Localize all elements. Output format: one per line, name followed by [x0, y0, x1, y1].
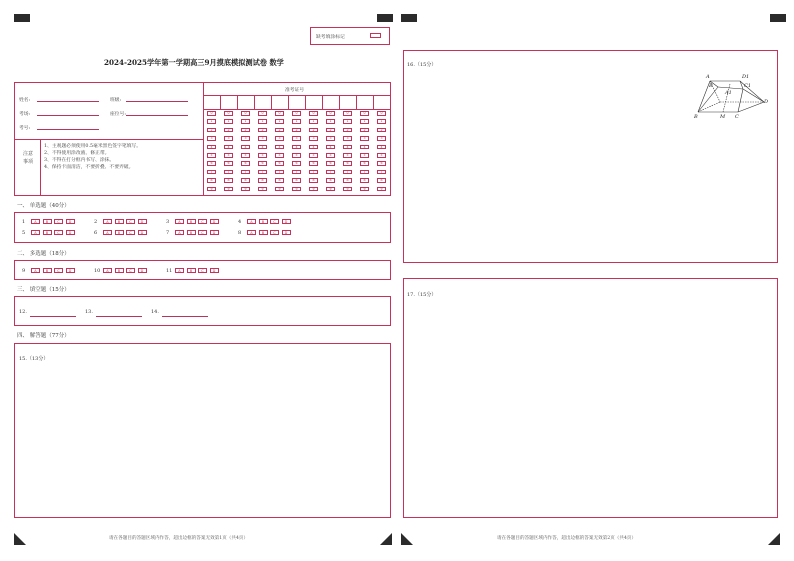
exam-id-digit-bubble[interactable]: 5 [360, 153, 369, 158]
fill-question-12: 12. [19, 309, 27, 315]
single-choice-box [14, 212, 391, 243]
info-divider-vertical [203, 82, 204, 196]
figure-label-d1: D1 [742, 74, 750, 80]
choice-option-a[interactable]: A [31, 219, 40, 224]
choice-option-d[interactable]: D [138, 230, 147, 235]
exam-id-digit-bubble[interactable]: 3 [207, 136, 216, 141]
exam-id-digit-bubble[interactable]: 9 [309, 187, 318, 192]
figure-label-b-bottom: B [694, 114, 698, 120]
notice-heading-divider [40, 139, 41, 196]
exam-id-digit-bubble[interactable]: 9 [326, 187, 335, 192]
choice-option-d[interactable]: D [282, 230, 291, 235]
class-label: 班级: [110, 98, 122, 103]
exam-no-label: 考号: [19, 126, 31, 131]
choice-option-b[interactable]: B [43, 268, 52, 273]
exam-id-digit-bubble[interactable]: 8 [309, 178, 318, 183]
exam-id-column-divider [339, 95, 340, 109]
choice-option-d[interactable]: D [210, 268, 219, 273]
footer-page-1: 请在各题目的答题区域内作答，超出边框的答案无效第1页（共4页） [109, 536, 249, 541]
exam-id-digit-bubble[interactable]: 0 [309, 111, 318, 116]
exam-id-digit-bubble[interactable]: 4 [207, 145, 216, 150]
exam-id-digit-bubble[interactable]: 4 [292, 145, 301, 150]
choice-option-a[interactable]: A [103, 230, 112, 235]
figure-label-c1: C1 [744, 83, 752, 89]
exam-id-digit-bubble[interactable]: 7 [377, 170, 386, 175]
exam-id-digit-bubble[interactable]: 9 [360, 187, 369, 192]
choice-option-d[interactable]: D [66, 230, 75, 235]
exam-id-digit-bubble[interactable]: 8 [275, 178, 284, 183]
choice-option-b[interactable]: B [115, 230, 124, 235]
exam-id-digit-bubble[interactable]: 0 [360, 111, 369, 116]
exam-id-digit-bubble[interactable]: 4 [241, 145, 250, 150]
figure-label-a1: A1 [725, 90, 732, 96]
exam-id-digit-bubble[interactable]: 6 [275, 161, 284, 166]
notice-heading: 注意事项 [23, 151, 34, 165]
exam-id-digit-bubble[interactable]: 7 [360, 170, 369, 175]
exam-id-digit-bubble[interactable]: 2 [343, 128, 352, 133]
choice-option-a[interactable]: A [175, 268, 184, 273]
choice-option-c[interactable]: C [198, 219, 207, 224]
exam-id-digit-bubble[interactable]: 1 [360, 119, 369, 124]
exam-id-digit-bubble[interactable]: 0 [326, 111, 335, 116]
exam-id-digit-bubble[interactable]: 3 [343, 136, 352, 141]
choice-option-c[interactable]: C [198, 230, 207, 235]
exam-id-digit-bubble[interactable]: 3 [275, 136, 284, 141]
exam-room-label: 考场: [19, 112, 31, 117]
exam-id-digit-bubble[interactable]: 3 [258, 136, 267, 141]
exam-id-digit-bubble[interactable]: 7 [224, 170, 233, 175]
exam-id-column-divider [288, 95, 289, 109]
choice-option-c[interactable]: C [54, 268, 63, 273]
choice-question-number: 5 [22, 229, 26, 236]
exam-id-digit-bubble[interactable]: 5 [326, 153, 335, 158]
choice-option-c[interactable]: C [54, 230, 63, 235]
exam-id-digit-bubble[interactable]: 9 [275, 187, 284, 192]
exam-id-digit-bubble[interactable]: 5 [275, 153, 284, 158]
exam-id-digit-bubble[interactable]: 3 [326, 136, 335, 141]
exam-id-digit-bubble[interactable]: 2 [309, 128, 318, 133]
name-label: 姓名: [19, 98, 31, 103]
corner-marker-top-left [14, 14, 30, 22]
exam-id-digit-bubble[interactable]: 5 [377, 153, 386, 158]
exam-id-column-divider [322, 95, 323, 109]
exam-id-digit-bubble[interactable]: 9 [377, 187, 386, 192]
footer-page-2: 请在各题目的答题区域内作答，超出边框的答案无效第2页（共4页） [497, 536, 637, 541]
exam-id-digit-bubble[interactable]: 2 [258, 128, 267, 133]
exam-id-digit-bubble[interactable]: 5 [343, 153, 352, 158]
exam-id-digit-bubble[interactable]: 8 [326, 178, 335, 183]
fill-answer-13[interactable] [96, 316, 142, 317]
exam-id-digit-bubble[interactable]: 3 [377, 136, 386, 141]
absent-mark-label: 缺考填涂标记 [316, 35, 345, 40]
exam-id-digit-bubble[interactable]: 7 [258, 170, 267, 175]
exam-id-digit-bubble[interactable]: 9 [241, 187, 250, 192]
choice-option-a[interactable]: A [103, 268, 112, 273]
exam-id-digit-bubble[interactable]: 3 [360, 136, 369, 141]
exam-id-digit-bubble[interactable]: 8 [258, 178, 267, 183]
exam-id-digit-bubble[interactable]: 0 [258, 111, 267, 116]
choice-question-number: 6 [94, 229, 98, 236]
exam-id-column-divider [220, 95, 221, 109]
choice-option-b[interactable]: B [115, 219, 124, 224]
exam-id-digit-bubble[interactable]: 1 [224, 119, 233, 124]
exam-id-digit-bubble[interactable]: 8 [343, 178, 352, 183]
choice-option-d[interactable]: D [210, 219, 219, 224]
choice-question-number: 11 [166, 267, 173, 274]
exam-id-digit-bubble[interactable]: 0 [241, 111, 250, 116]
choice-option-d[interactable]: D [210, 230, 219, 235]
exam-id-digit-bubble[interactable]: 6 [343, 161, 352, 166]
exam-id-header-line [203, 95, 391, 96]
choice-option-c[interactable]: C [198, 268, 207, 273]
exam-id-digit-bubble[interactable]: 6 [309, 161, 318, 166]
exam-id-digit-bubble[interactable]: 3 [224, 136, 233, 141]
choice-option-b[interactable]: B [115, 268, 124, 273]
choice-option-d[interactable]: D [282, 219, 291, 224]
exam-id-digit-bubble[interactable]: 3 [292, 136, 301, 141]
corner-triangle-bottom-right [768, 533, 780, 545]
section-answer-title: 四、 解答题（77分） [17, 333, 70, 339]
choice-question-number: 4 [238, 218, 242, 225]
page-title: 2024-2025学年第一学期高三9月摸底模拟测试卷 数学 [104, 58, 284, 67]
choice-option-a[interactable]: A [103, 219, 112, 224]
exam-id-digit-bubble[interactable]: 8 [377, 178, 386, 183]
answer-box-17[interactable] [403, 278, 778, 518]
choice-question-number: 3 [166, 218, 170, 225]
fill-answer-12[interactable] [30, 316, 76, 317]
exam-id-digit-bubble[interactable]: 1 [207, 119, 216, 124]
exam-id-digit-bubble[interactable]: 4 [326, 145, 335, 150]
choice-option-a[interactable]: A [175, 230, 184, 235]
exam-id-digit-bubble[interactable]: 4 [309, 145, 318, 150]
choice-option-c[interactable]: C [126, 230, 135, 235]
exam-id-digit-bubble[interactable]: 7 [309, 170, 318, 175]
corner-triangle-bottom-mid-left [380, 533, 392, 545]
section-single-title: 一、 单选题（40分） [17, 203, 70, 209]
notice-line-1: 1、主观题必须使用0.5毫米黑色签字笔填写。 [44, 144, 142, 149]
figure-label-d: D [764, 99, 769, 105]
exam-id-digit-bubble[interactable]: 1 [326, 119, 335, 124]
exam-id-digit-bubble[interactable]: 4 [275, 145, 284, 150]
choice-option-c[interactable]: C [126, 268, 135, 273]
exam-id-digit-bubble[interactable]: 6 [377, 161, 386, 166]
absent-mark-bubble[interactable] [370, 33, 381, 38]
exam-id-column-divider [305, 95, 306, 109]
exam-id-digit-bubble[interactable]: 2 [207, 128, 216, 133]
exam-id-column-divider [373, 95, 374, 109]
exam-id-label: 准考证号 [285, 88, 305, 93]
exam-id-digit-bubble[interactable]: 2 [292, 128, 301, 133]
notice-line-4: 4、保持卡面清洁，不要折叠、不要弄破。 [44, 165, 134, 170]
corner-triangle-bottom-mid-right [401, 533, 413, 545]
exam-id-digit-bubble[interactable]: 6 [224, 161, 233, 166]
corner-marker-top-right [770, 14, 786, 22]
corner-triangle-bottom-left [14, 533, 26, 545]
exam-id-digit-bubble[interactable]: 1 [343, 119, 352, 124]
figure-label-c: C [735, 114, 739, 120]
exam-id-digit-bubble[interactable]: 2 [326, 128, 335, 133]
choice-option-c[interactable]: C [54, 219, 63, 224]
exam-id-digit-bubble[interactable]: 5 [207, 153, 216, 158]
exam-id-digit-bubble[interactable]: 6 [326, 161, 335, 166]
choice-option-d[interactable]: D [66, 268, 75, 273]
info-divider-horizontal [14, 139, 203, 140]
exam-id-digit-bubble[interactable]: 5 [309, 153, 318, 158]
exam-id-digit-bubble[interactable]: 9 [343, 187, 352, 192]
figure-label-a: A [706, 74, 710, 80]
choice-question-number: 2 [94, 218, 98, 225]
exam-id-digit-bubble[interactable]: 6 [207, 161, 216, 166]
exam-id-digit-bubble[interactable]: 3 [241, 136, 250, 141]
choice-option-c[interactable]: C [270, 219, 279, 224]
choice-option-b[interactable]: B [187, 268, 196, 273]
choice-option-a[interactable]: A [31, 230, 40, 235]
choice-option-a[interactable]: A [247, 230, 256, 235]
answer-question-17: 17.（15分） [407, 292, 437, 298]
exam-id-digit-bubble[interactable]: 4 [343, 145, 352, 150]
exam-id-digit-bubble[interactable]: 4 [258, 145, 267, 150]
exam-id-digit-row-line [203, 109, 391, 110]
choice-question-number: 8 [238, 229, 242, 236]
class-field[interactable] [126, 101, 188, 102]
exam-id-digit-bubble[interactable]: 5 [258, 153, 267, 158]
exam-id-column-divider [356, 95, 357, 109]
notice-line-2: 2、不得使用涂改液、修正带。 [44, 151, 110, 156]
exam-id-digit-bubble[interactable]: 2 [360, 128, 369, 133]
exam-id-digit-bubble[interactable]: 9 [292, 187, 301, 192]
exam-id-digit-bubble[interactable]: 5 [241, 153, 250, 158]
notice-line-3: 3、不得在打分框内书写、涂抹。 [44, 158, 115, 163]
exam-id-digit-bubble[interactable]: 0 [292, 111, 301, 116]
corner-marker-top-mid-right [401, 14, 417, 22]
choice-option-b[interactable]: B [187, 219, 196, 224]
exam-id-column-divider [237, 95, 238, 109]
exam-id-digit-bubble[interactable]: 2 [241, 128, 250, 133]
exam-id-digit-bubble[interactable]: 2 [224, 128, 233, 133]
choice-option-d[interactable]: D [138, 268, 147, 273]
choice-option-d[interactable]: D [66, 219, 75, 224]
exam-id-digit-bubble[interactable]: 7 [241, 170, 250, 175]
section-fill-title: 三、 填空题（15分） [17, 287, 70, 293]
choice-question-number: 1 [22, 218, 26, 225]
section-multi-title: 二、 多选题（18分） [17, 251, 70, 257]
exam-id-digit-bubble[interactable]: 0 [275, 111, 284, 116]
exam-id-digit-bubble[interactable]: 7 [343, 170, 352, 175]
exam-id-digit-bubble[interactable]: 6 [360, 161, 369, 166]
exam-id-digit-bubble[interactable]: 7 [275, 170, 284, 175]
figure-label-m: M [720, 114, 726, 120]
exam-id-digit-bubble[interactable]: 1 [275, 119, 284, 124]
exam-id-digit-bubble[interactable]: 4 [377, 145, 386, 150]
exam-id-digit-bubble[interactable]: 8 [360, 178, 369, 183]
choice-option-b[interactable]: B [43, 230, 52, 235]
choice-option-c[interactable]: C [126, 219, 135, 224]
choice-option-c[interactable]: C [270, 230, 279, 235]
choice-option-b[interactable]: B [259, 219, 268, 224]
exam-id-column-divider [271, 95, 272, 109]
fill-question-14: 14. [151, 309, 159, 315]
exam-id-digit-bubble[interactable]: 0 [377, 111, 386, 116]
exam-id-column-divider [254, 95, 255, 109]
exam-id-digit-bubble[interactable]: 3 [309, 136, 318, 141]
exam-id-digit-bubble[interactable]: 4 [360, 145, 369, 150]
exam-id-digit-bubble[interactable]: 9 [207, 187, 216, 192]
exam-id-digit-bubble[interactable]: 8 [207, 178, 216, 183]
choice-question-number: 10 [94, 267, 101, 274]
exam-id-digit-bubble[interactable]: 5 [224, 153, 233, 158]
exam-id-digit-bubble[interactable]: 1 [292, 119, 301, 124]
corner-marker-top-mid-left [377, 14, 393, 22]
exam-id-digit-bubble[interactable]: 1 [377, 119, 386, 124]
fill-blank-box [14, 296, 391, 326]
answer-question-15: 15.（13分） [19, 356, 49, 362]
answer-box-15[interactable] [14, 343, 391, 518]
exam-id-digit-bubble[interactable]: 0 [207, 111, 216, 116]
fill-question-13: 13. [85, 309, 93, 315]
prism-figure [690, 72, 770, 124]
exam-id-digit-bubble[interactable]: 4 [224, 145, 233, 150]
exam-id-digit-bubble[interactable]: 8 [241, 178, 250, 183]
exam-id-digit-bubble[interactable]: 7 [326, 170, 335, 175]
exam-id-digit-bubble[interactable]: 7 [292, 170, 301, 175]
exam-id-digit-bubble[interactable]: 2 [275, 128, 284, 133]
exam-id-digit-bubble[interactable]: 9 [224, 187, 233, 192]
figure-label-b: B [709, 83, 713, 89]
choice-option-a[interactable]: A [175, 219, 184, 224]
choice-option-a[interactable]: A [247, 219, 256, 224]
exam-id-digit-bubble[interactable]: 8 [292, 178, 301, 183]
answer-question-16: 16.（15分） [407, 62, 437, 68]
seat-label: 座位号: [110, 112, 127, 117]
choice-option-b[interactable]: B [187, 230, 196, 235]
exam-id-digit-bubble[interactable]: 6 [241, 161, 250, 166]
fill-answer-14[interactable] [162, 316, 208, 317]
exam-id-digit-bubble[interactable]: 6 [258, 161, 267, 166]
choice-question-number: 9 [22, 267, 26, 274]
exam-id-digit-bubble[interactable]: 9 [258, 187, 267, 192]
choice-option-a[interactable]: A [31, 268, 40, 273]
choice-question-number: 7 [166, 229, 170, 236]
exam-room-field[interactable] [37, 115, 99, 116]
name-field[interactable] [37, 101, 99, 102]
exam-id-digit-bubble[interactable]: 8 [224, 178, 233, 183]
exam-id-digit-bubble[interactable]: 7 [207, 170, 216, 175]
exam-id-digit-bubble[interactable]: 1 [258, 119, 267, 124]
choice-option-b[interactable]: B [43, 219, 52, 224]
exam-no-field[interactable] [37, 129, 99, 130]
exam-id-digit-bubble[interactable]: 1 [241, 119, 250, 124]
exam-id-digit-bubble[interactable]: 0 [224, 111, 233, 116]
exam-id-digit-bubble[interactable]: 0 [343, 111, 352, 116]
choice-option-b[interactable]: B [259, 230, 268, 235]
exam-id-digit-bubble[interactable]: 1 [309, 119, 318, 124]
exam-id-digit-bubble[interactable]: 6 [292, 161, 301, 166]
exam-id-digit-bubble[interactable]: 5 [292, 153, 301, 158]
choice-option-d[interactable]: D [138, 219, 147, 224]
exam-id-digit-bubble[interactable]: 2 [377, 128, 386, 133]
seat-field[interactable] [126, 115, 188, 116]
